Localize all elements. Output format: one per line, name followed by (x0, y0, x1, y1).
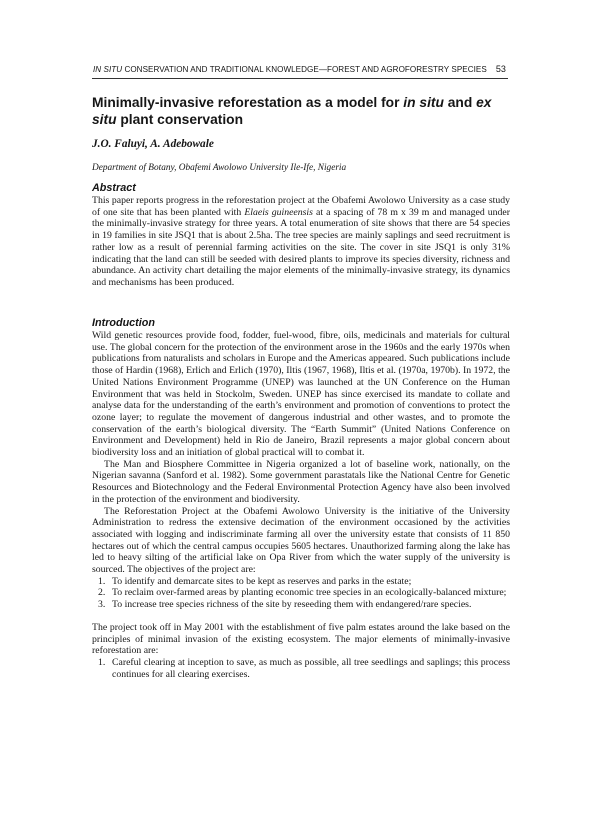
running-title: IN SITU CONSERVATION AND TRADITIONAL KNOWLEDGE—FOREST AND AGROFORESTRY SPECIES (93, 65, 487, 74)
abstract-heading: Abstract (92, 182, 136, 194)
intro-paragraph-4: The project took off in May 2001 with the establishment of five palm estates around the lake based on the principles of minimal invasion of the existing ecosystem. The major elements of minimally-invasive reforestation are: (92, 621, 510, 657)
intro-paragraph-2: The Man and Biosphere Committee in Nigeria organized a lot of baseline work, nationally, on the Nigerian savanna (Sanford et al. 1982). Some government parastatals like the National Centre for Genetic Resources and Biotechnology and the Federal Environmental Protection Agency have also been involved in the protection of the environment and biodiversity. (92, 458, 510, 505)
intro-paragraph-3: The Reforestation Project at the Obafemi Awolowo University is the initiative of the University Administration to redress the extensive decimation of the environment occasioned by the activities associated with logging and indiscriminate farming all over the university estate that consists of 11 850 hectares out of which the central campus occupies 5605 hectares. Unauthorized farming along the lake has led to heavy silting of the artificial lake on Opa River from which the water supply of the university is sourced. The objectives of the project are: (92, 505, 510, 576)
elements-list (92, 657, 510, 680)
objectives-list (92, 576, 510, 611)
abstract-paragraph: This paper reports progress in the reforestation project at the Obafemi Awolowo University as a case study of one site that has been planted with Elaeis guineensis at a spacing of 78 m x 39 m and managed under the minimally-invasive strategy for three years. A total enumeration of site shows that there are 54 species in 19 families in site JSQ1 that is about 2.5ha. The tree species are mainly saplings and seed recruitment is rather low as a result of perennial farming activities on the site. The cover in site JSQ1 is only 31% indicating that the land can still be seeded with desired plants to improve its species diversity, richness and abundance. An activity chart detailing the major elements of the minimally-invasive strategy, its dynamics and mechanisms has been produced. (92, 195, 511, 288)
species-name: Elaeis guineensis (244, 206, 313, 218)
objective-item: 2. To reclaim over-farmed areas by planting economic tree species in an ecologically-balanced mixture; (98, 587, 507, 599)
running-header (92, 64, 508, 79)
page-number: 53 (495, 64, 506, 74)
introduction-heading: Introduction (92, 317, 155, 329)
objective-item: 3. To increase tree species richness of the site by reseeding them with endangered/rare species. (98, 599, 472, 611)
intro-paragraph-1: Wild genetic resources provide food, fodder, fuel-wood, fibre, oils, medicinals and materials for cultural use. The global concern for the protection of the environment arose in the 1960s and the early 1970s when publications from naturalists and scholars in Europe and the Americas appeared. Such publications include those of Hardin (1968), Erlich and Erlich (1970), Iltis (1967, 1968), Iltis et al. (1970a, 1970b). In 1972, the United Nations Environment Programme (UNEP) was launched at the UN Conference on the Human Environment that was held in Stockolm, Sweden. UNEP has since exercised its mandate to collate and analyse data for the understanding of the earth’s environment and promotion of conventions to protect the ozone layer; to regulate the movement of dangerous industrial and other wastes, and to promote the conservation of the earth’s biological diversity. The “Earth Summit” (United Nations Conference on Environment and Development) held in Rio de Janeiro, Brazil represents a major global concern about biodiversity loss and an initiation of global practical will to combat it. (92, 330, 510, 459)
author-list: J.O. Faluyi, A. Adebowale (92, 138, 214, 150)
affiliation: Department of Botany, Obafemi Awolowo University Ile-Ife, Nigeria (92, 163, 347, 173)
objective-item: 1. To identify and demarcate sites to be kept as reserves and parks in the estate; (98, 575, 412, 587)
element-item: 1. Careful clearing at inception to save, as much as possible, all tree seedlings and saplings; this process continues for all clearing exercises. (98, 656, 510, 680)
abstract-body (92, 195, 510, 289)
introduction-body (92, 330, 510, 680)
article-title: Minimally-invasive reforestation as a model for in situ and ex situ plant conservation (92, 95, 492, 127)
